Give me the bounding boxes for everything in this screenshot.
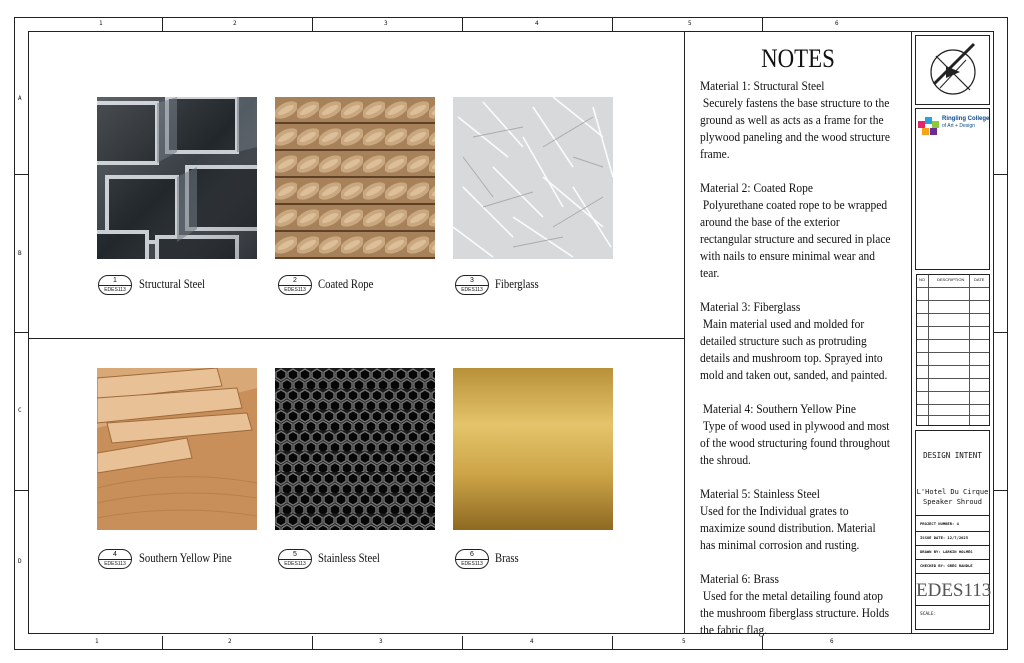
school-logo-frame [915,108,990,270]
sheet-id: EDES113 [916,580,992,601]
note-text: Type of wood used in plywood and most of the wood structuring found throughout the shroud. [700,419,890,467]
ringling-logo-icon [918,115,944,137]
label-stainless-steel: Stainless Steel [318,550,380,565]
zone-left-d: D [18,558,22,565]
title-info-frame [915,430,990,630]
zone-bottom-6: 6 [830,638,834,645]
zone-top-2: 2 [233,20,237,27]
label-southern-yellow-pine: Southern Yellow Pine [139,550,232,565]
notes-title: NOTES [761,44,835,73]
note-2 [700,180,894,282]
rev-header-description: DESCRIPTION [937,277,965,282]
zone-bottom-5: 5 [682,638,686,645]
zone-top-1: 1 [99,20,103,27]
callout-2: 2 EDES113 [278,275,312,295]
note-3 [700,299,894,384]
compass-pen-logo-icon [916,36,989,104]
issue-date: ISSUE DATE: 12/7/2025 [920,535,969,540]
drawn-by: DRAWN BY: LARKIN HOLMES [920,549,973,554]
note-4 [700,401,894,469]
callout-1: 1 EDES113 [98,275,132,295]
notes-body [700,78,894,656]
zone-bottom-3: 3 [379,638,383,645]
stainless-steel-swatch [275,368,435,530]
label-fiberglass: Fiberglass [495,276,539,291]
school-name-line2: of Art + Design [942,123,975,129]
note-heading: Material 2: Coated Rope [700,181,813,195]
zone-top-5: 5 [688,20,692,27]
callout-5: 5 EDES113 [278,549,312,569]
zone-bottom-1: 1 [95,638,99,645]
zone-left-b: B [18,250,22,257]
project-number: PROJECT NUMBER: 4 [920,521,959,526]
note-heading: Material 5: Stainless Steel [700,487,820,501]
fiberglass-swatch [453,97,613,259]
note-text: Used for the Individual grates to maximize sound distribution. Material has minimal corrosion and rusting. [700,504,876,552]
zone-left-a: A [18,95,22,102]
note-text: Main material used and molded for detailed structure such as protruding details and mushroom top. Sprayed into mold and taken out, sanded, and painted. [700,317,888,382]
callout-4: 4 EDES113 [98,549,132,569]
note-1 [700,78,894,163]
logo-frame [915,35,990,105]
rev-header-date: DATE [974,277,985,282]
note-6 [700,571,894,639]
project-name-line2: Speaker Shroud [922,498,982,506]
rev-header-no: NO [919,277,925,282]
note-text: Polyurethane coated rope to be wrapped around the base of the exterior rectangular structure and secured in place with nails to ensure minimal wear and tear. [700,198,891,280]
zone-bottom-2: 2 [228,638,232,645]
note-heading: Material 1: Structural Steel [700,79,825,93]
note-heading: Material 3: Fiberglass [700,300,801,314]
scale-label: SCALE: [920,612,937,617]
zone-top-3: 3 [384,20,388,27]
notes-divider [684,31,685,634]
note-heading: Material 4: Southern Yellow Pine [700,402,856,416]
zone-left-c: C [18,407,22,414]
project-name-line1: L'Hotel Du Cirque [916,488,989,496]
label-coated-rope: Coated Rope [318,276,374,291]
design-intent-label: DESIGN INTENT [923,451,982,460]
row-divider [28,338,684,339]
note-heading: Material 6: Brass [700,572,779,586]
zone-top-4: 4 [535,20,539,27]
southern-yellow-pine-swatch [97,368,257,530]
zone-top-6: 6 [835,20,839,27]
label-brass: Brass [495,550,519,565]
checked-by: CHECKED BY: GREG RANDLE [920,563,973,568]
callout-3: 3 EDES113 [455,275,489,295]
note-text: Securely fastens the base structure to the ground as well as acts as a frame for the plywood paneling and the wood structure frame. [700,96,890,161]
structural-steel-swatch [97,97,257,259]
note-5 [700,486,894,554]
brass-swatch [453,368,613,530]
coated-rope-swatch [275,97,435,259]
note-text: Used for the metal detailing found atop the mushroom fiberglass structure. Holds the fabric flag. [700,589,890,637]
title-block-divider [911,31,912,634]
school-name-line1: Ringling College [942,116,990,122]
label-structural-steel: Structural Steel [139,276,206,291]
revision-table [916,274,990,426]
callout-6: 6 EDES113 [455,549,489,569]
zone-bottom-4: 4 [530,638,534,645]
